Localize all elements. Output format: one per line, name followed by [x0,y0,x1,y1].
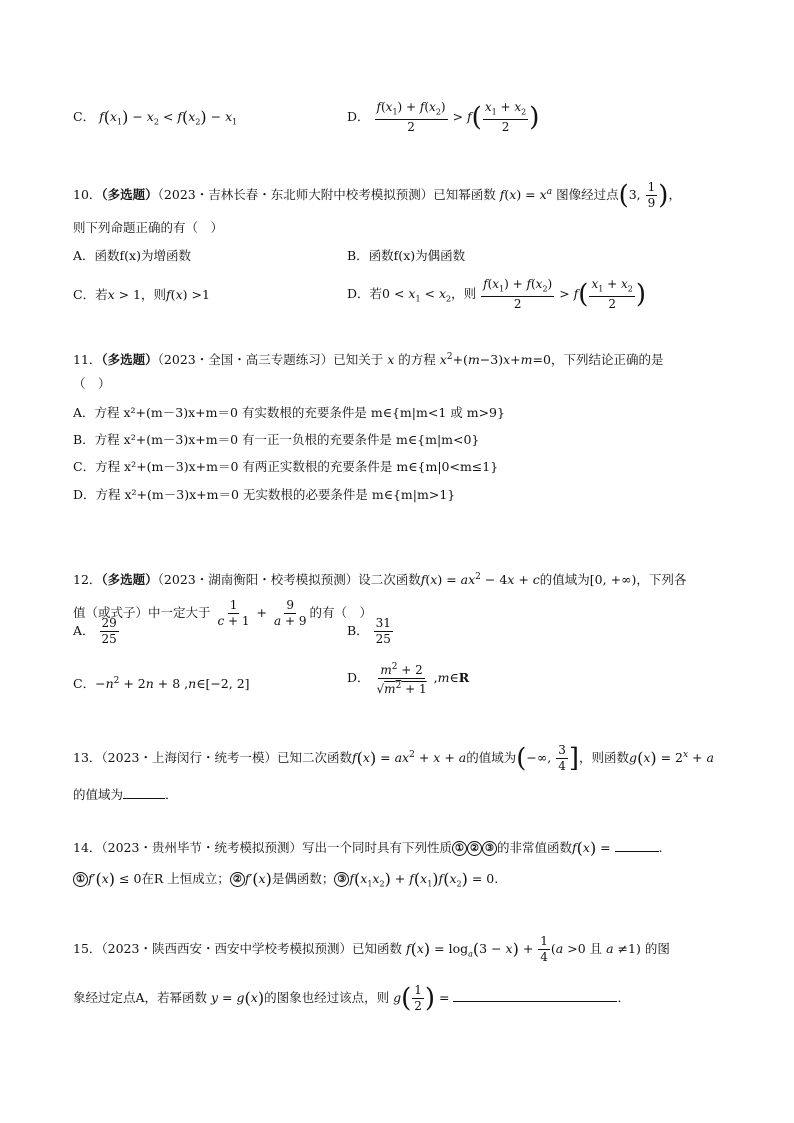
q14-properties: ① f′(x) ≤ 0在R 上恒成立； ② f′(x)是偶函数； ③ $f(x_1x_2) + f(x_1)f(x_2) = 0$. [73,870,498,894]
q11-option-b[interactable]: B．方程 x²+(m－3)x+m＝0 有一正一负根的充要条件是 m∈{m|m<0} [73,432,480,447]
q14-answer-blank[interactable] [615,839,659,852]
q10-option-a[interactable]: A．函数f(x)为增函数 [73,248,191,263]
q10-stem-line2: 则下列命题正确的有（ ） [73,220,224,235]
q10-option-b[interactable]: B．函数f(x)为偶函数 [347,248,466,263]
q9-option-c-formula: $f(x_1) - x_2 < f(x_2) - x_1$ [99,107,238,127]
q10-option-c[interactable]: C．若x > 1，则f(x) >1 [73,287,210,302]
q13-answer-blank[interactable] [123,786,165,799]
q15-stem-line2: 象经过定点A，若幂函数 y = g(x)的图象也经过该点，则 g( $\frac{1}{2}$ ) = ． [73,983,630,1014]
q13-stem-line2: 的值域为 ． [73,787,178,802]
q12-stem-line2: 值（或式子）中一定大于 $\frac{1}{c + 1}$ + $\frac{9}{a + 9}$ 的有（ ） [73,598,372,628]
q9-option-c[interactable]: C． $f(x_1) - x_2 < f(x_2) - x_1$ [73,107,238,127]
q11-stem-line2: （ ） [73,376,111,391]
q13-stem: 13．（2023・上海闵行・统考一模）已知二次函数$f(x) = ax^2 + x + a$的值域为(−∞, $\frac{3}{4}$ ]，则函数$g(x) = 2^x + a$ [73,743,714,774]
q14-stem: 14．（2023・贵州毕节・统考模拟预测）写出一个同时具有下列性质 ① ② ③ 的非常值函数f(x) = . [73,838,663,858]
q10-point: (3, $\frac{1}{9}$ ) [618,180,669,211]
q12-option-a[interactable]: A． $\frac{29}{25}$ [73,616,117,646]
q12-stem: 12．（多选题）（2023・湖南衡阳・校考模拟预测）设二次函数$f(x) = ax^2 - 4x + c$的值域为[0, +∞)，下列各 [73,572,687,588]
q12-option-c[interactable]: C．$-n^2 + 2n + 8$ ,n∈[−2, 2] [73,676,250,692]
q10-function: $f(x) = x^a$ [499,186,553,202]
q15-stem: 15．（2023・陕西西安・西安中学校考模拟预测）已知函数 $f(x) = \log_a(3 - x)$ + $\frac{1}{4}$ (a >0 且 a ≠1) 的图 [73,934,670,964]
q9-option-d-formula: $\frac{f(x_1) + f(x_2)}{2}$ > f( $\frac{x_1 + x_2}{2}$ ) [376,100,540,135]
q11-option-c[interactable]: C．方程 x²+(m－3)x+m＝0 有两正实数根的充要条件是 m∈{m|0<m≤1} [73,459,499,474]
q12-option-d[interactable]: D． $\frac{m^2 + 2}{√m^2 + 1}$ ,m∈R [347,662,470,696]
q12-option-b[interactable]: B． $\frac{31}{25}$ [347,616,391,646]
q11-option-d[interactable]: D．方程 x²+(m－3)x+m＝0 无实数根的必要条件是 m∈{m|m>1} [73,487,456,502]
q10-option-d[interactable]: D．若$0 < x_1 < x_2$，则 $\frac{f(x_1) + f(x_2)}{2}$ > f( $\frac{x_1 + x_2}{2}$ ) [347,277,647,312]
q9-option-d[interactable]: D． $\frac{f(x_1) + f(x_2)}{2}$ > f( $\frac{x_1 + x_2}{2}$ ) [347,100,540,135]
q15-answer-blank[interactable] [453,989,617,1002]
q11-option-a[interactable]: A．方程 x²+(m－3)x+m＝0 有实数根的充要条件是 m∈{m|m<1 或 m>9} [73,405,505,420]
q11-stem: 11．（多选题）（2023・全国・高三专题练习）已知关于 x 的方程 $x^2+(m-3)x+m=0$，下列结论正确的是 [73,352,664,368]
q10-stem: 10．（多选题）（2023・吉林长春・东北师大附中校考模拟预测）已知幂函数 $f(x) = x^a$ 图像经过点(3, $\frac{1}{9}$ )， [73,180,681,211]
